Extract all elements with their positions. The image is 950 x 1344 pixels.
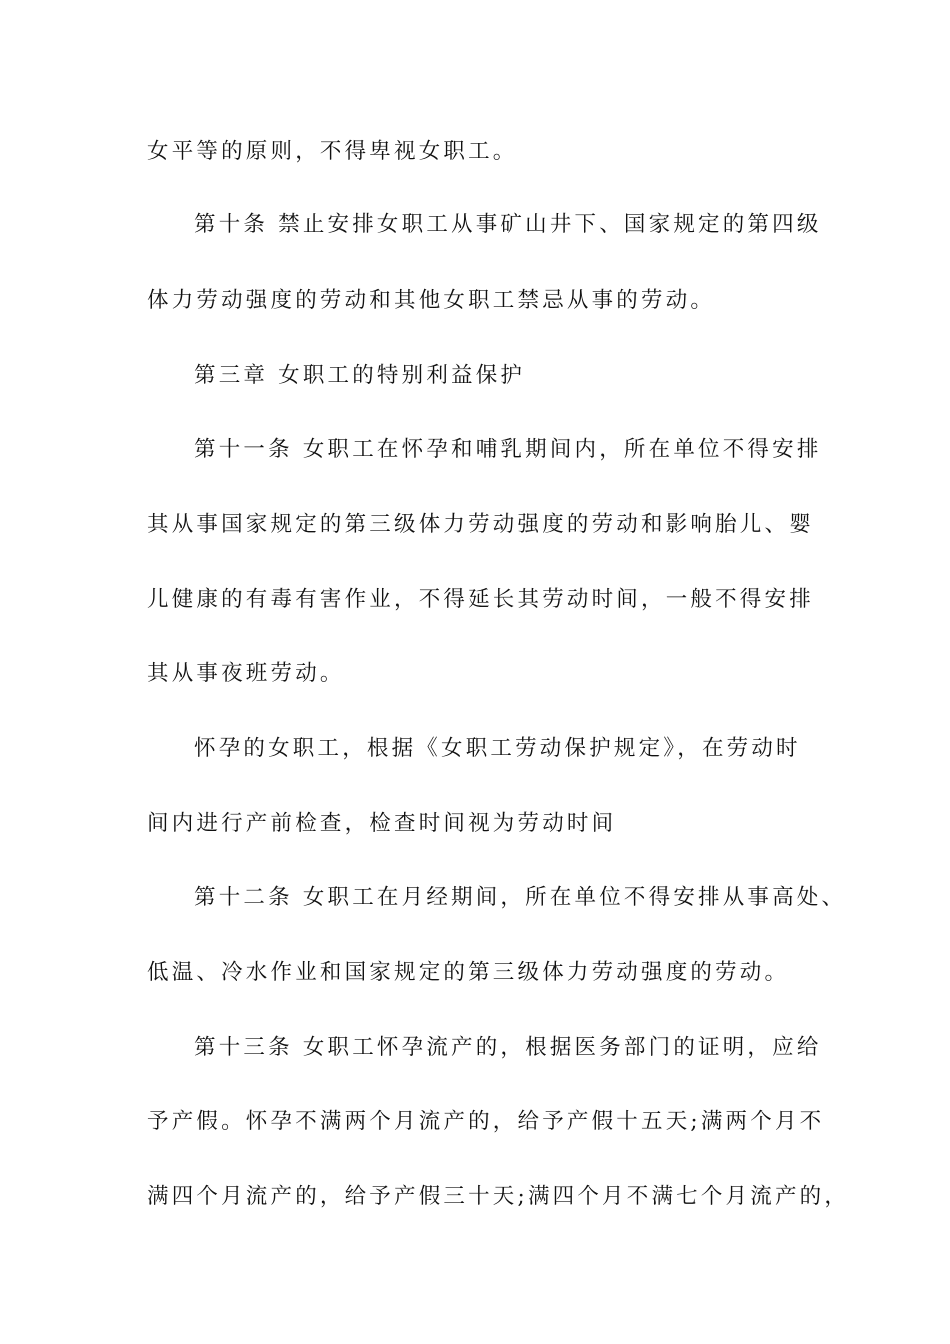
text-line: 儿健康的有毒有害作业，不得延长其劳动时间，一般不得安排: [147, 587, 814, 612]
text-line: 满四个月流产的，给予产假三十天;满四个月不满七个月流产的，: [147, 1184, 850, 1209]
article-13-heading-line: 第十三条 女职工怀孕流产的，根据医务部门的证明，应给: [194, 1035, 822, 1060]
text-line: 女平等的原则，不得卑视女职工。: [147, 139, 518, 164]
text-line: 其从事夜班劳动。: [147, 661, 345, 686]
chapter-3-heading: 第三章 女职工的特别利益保护: [194, 363, 526, 388]
text-line: 低温、冷水作业和国家规定的第三级体力劳动强度的劳动。: [147, 960, 790, 985]
text-line: 其从事国家规定的第三级体力劳动强度的劳动和影响胎儿、婴: [147, 512, 814, 537]
text-line: 体力劳动强度的劳动和其他女职工禁忌从事的劳动。: [147, 288, 716, 313]
article-10-heading-line: 第十条 禁止安排女职工从事矿山井下、国家规定的第四级: [194, 212, 822, 237]
paragraph-start-line: 怀孕的女职工，根据《女职工劳动保护规定》，在劳动时: [194, 736, 801, 761]
article-11-heading-line: 第十一条 女职工在怀孕和哺乳期间内，所在单位不得安排: [194, 437, 822, 462]
text-line: 间内进行产前检查，检查时间视为劳动时间: [147, 811, 617, 836]
text-line: 予产假。怀孕不满两个月流产的，给予产假十五天;满两个月不: [147, 1109, 825, 1134]
article-12-heading-line: 第十二条 女职工在月经期间，所在单位不得安排从事高处、: [194, 885, 847, 910]
